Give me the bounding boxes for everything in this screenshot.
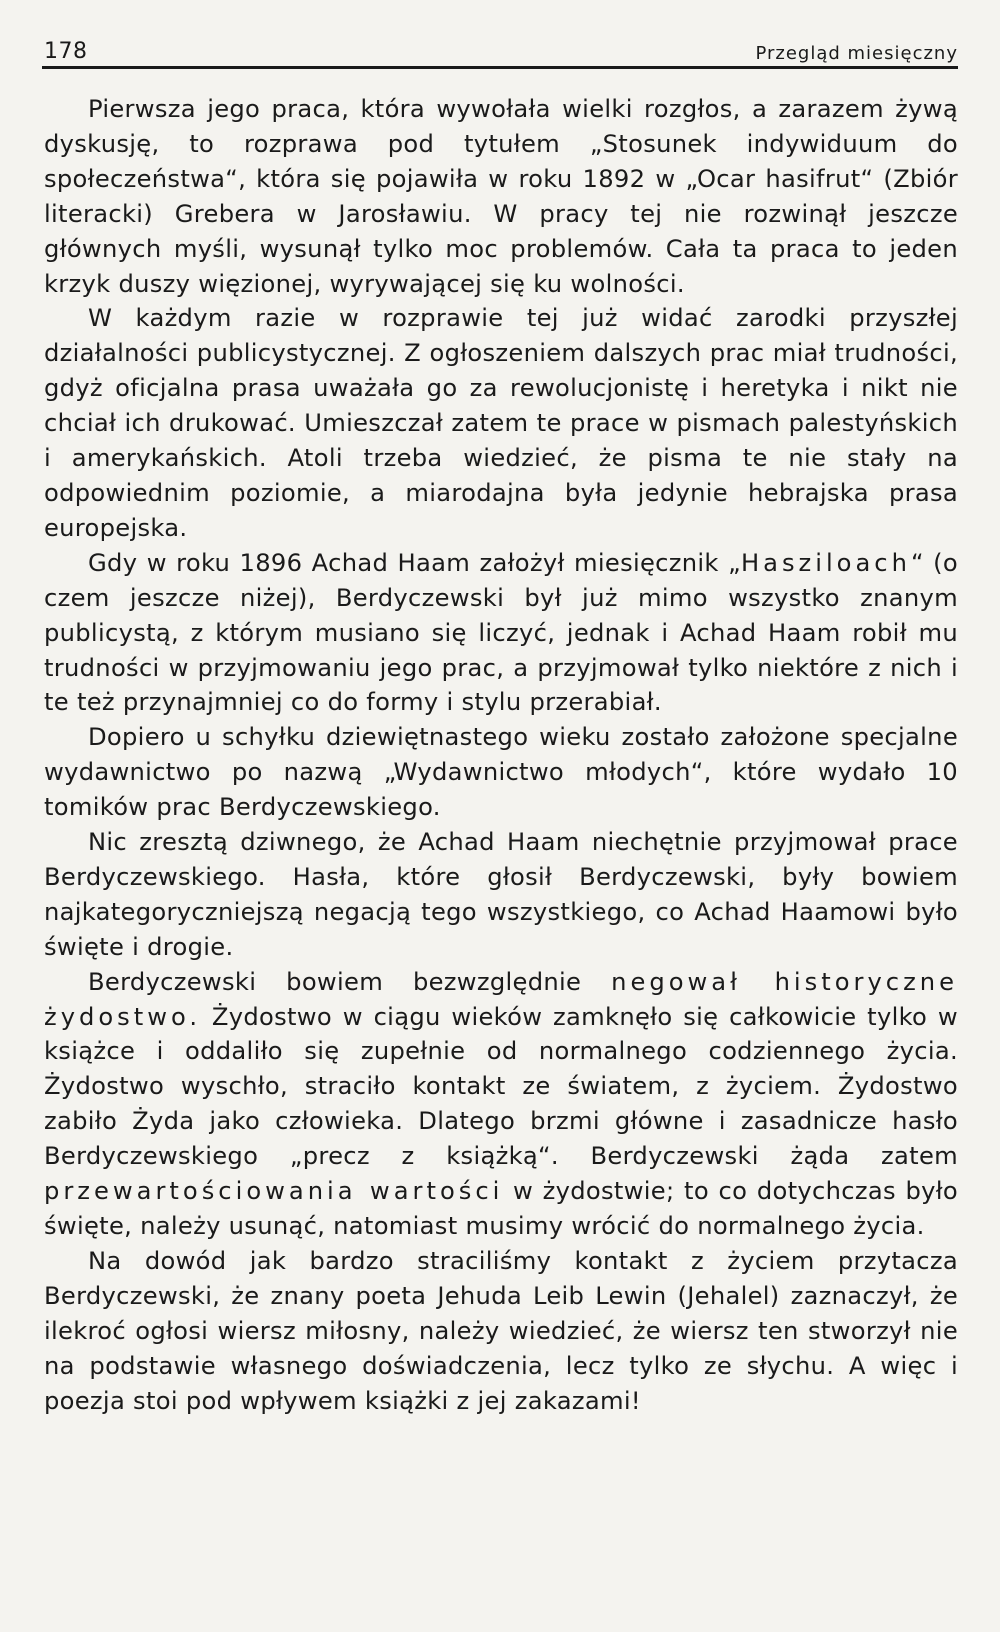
emphasized-text: Hasziloach (740, 548, 911, 577)
emphasized-text: przewartościowania wartości (44, 1177, 504, 1206)
header-rule (42, 66, 958, 69)
page-number: 178 (44, 39, 88, 64)
paragraph: W każdym razie w rozprawie tej już widać zarodki przyszłej działalności publicystycznej. Z ogłoszeniem dalszych prac miał trudności, gdyż oficjalna prasa uważała go za rewolucjonistę i heretyka i nikt nie chciał ich drukować. Umieszczał zatem te prace w pismach palestyńskich i amerykańskich. Atoli trzeba wiedzieć, że pisma te nie stały na odpowiednim poziomie, a miarodajna była jedynie hebrajska prasa europejska. (44, 304, 958, 542)
page-header (44, 30, 958, 64)
paragraph: Berdyczewski bowiem bezwzględnie negował historyczne żydostwo. Żydostwo w ciągu wieków zamknęło się całkowicie tylko w książce i oddaliło się zupełnie od normalnego codziennego życia. Żydostwo wyschło, straciło kontakt ze światem, z życiem. Żydostwo zabiło Żyda jako człowieka. Dlatego brzmi główne i zasadnicze hasło Berdyczewskiego „precz z książką“. Berdyczewski żąda zatem przewartościowania wartości w żydostwie; to co dotychczas było święte, należy usunąć, natomiast musimy wrócić do normalnego życia. (44, 967, 958, 1240)
emphasized-text: negował historyczne żydostwo. (44, 967, 958, 1031)
paragraph: Dopiero u schyłku dziewiętnastego wieku zostało założone specjalne wydawnictwo po nazwą „Wydawnictwo młodych“, które wydało 10 tomików prac Berdyczewskiego. (44, 723, 958, 822)
body-text (44, 92, 958, 1418)
running-title: Przegląd miesięczny (755, 43, 958, 64)
paragraph: Gdy w roku 1896 Achad Haam założył miesięcznik „Hasziloach“ (o czem jeszcze niżej), Berdyczewski był już mimo wszystko znanym publicystą, z którym musiano się liczyć, jednak i Achad Haam robił mu trudności w przyjmowaniu jego prac, a przyjmował tylko niektóre z nich i te też przynajmniej co do formy i stylu przerabiał. (44, 548, 958, 717)
paragraph: Nic zresztą dziwnego, że Achad Haam niechętnie przyjmował prace Berdyczewskiego. Hasła, które głosił Berdyczewski, były bowiem najkategoryczniejszą negacją tego wszystkiego, co Achad Haamowi było święte i drogie. (44, 828, 958, 961)
paragraph: Pierwsza jego praca, która wywołała wielki rozgłos, a zarazem żywą dyskusję, to rozprawa pod tytułem „Stosunek indywiduum do społeczeństwa“, która się pojawiła w roku 1892 w „Ocar hasifrut“ (Zbiór literacki) Grebera w Jarosławiu. W pracy tej nie rozwinął jeszcze głównych myśli, wysunął tylko moc problemów. Cała ta praca to jeden krzyk duszy więzionej, wyrywającej się ku wolności. (44, 95, 958, 298)
paragraph: Na dowód jak bardzo straciliśmy kontakt z życiem przytacza Berdyczewski, że znany poeta Jehuda Leib Lewin (Jehalel) zaznaczył, że ilekroć ogłosi wiersz miłosny, należy wiedzieć, że wiersz ten stworzył nie na podstawie własnego doświadczenia, lecz tylko ze słychu. A więc i poezja stoi pod wpływem książki z jej zakazami! (44, 1246, 958, 1415)
